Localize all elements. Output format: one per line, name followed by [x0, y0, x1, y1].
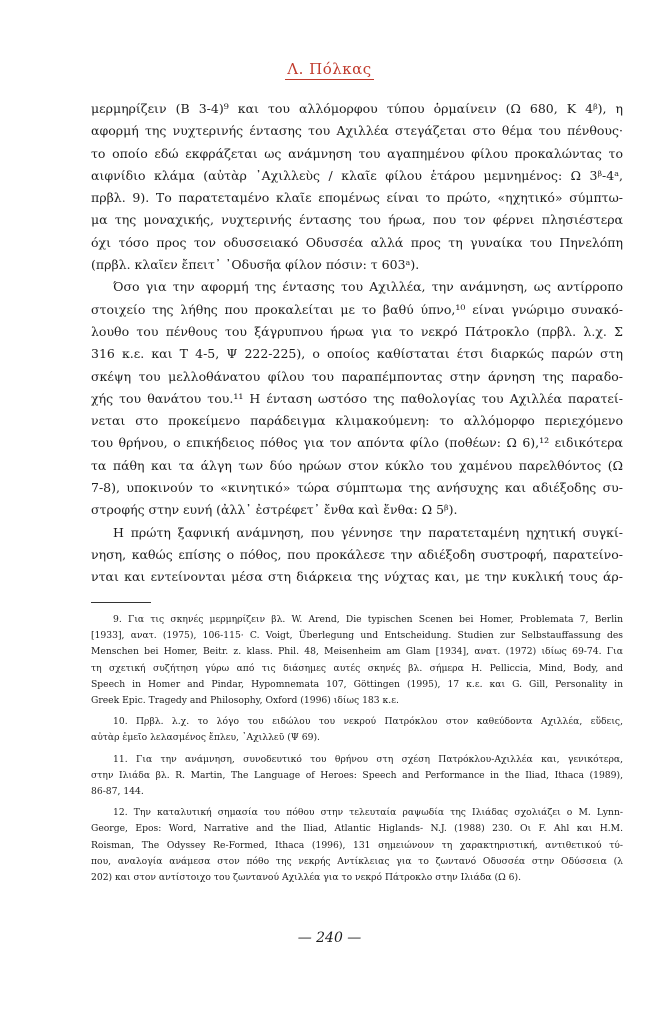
- text-line: μα της μοναχικής, νυχτερινής έντασης του ήρωα, που τον φέρνει πλησιέστερα: [91, 212, 623, 228]
- text-line: μερμηρίζειν (Β 3-4)⁹ και του αλλόμορφου τύπου ὁρμαίνειν (Ω 680, Κ 4ᵝ), η: [91, 101, 623, 116]
- footnote-line: τη σχετική συζήτηση γύρω από τις διάσημες αυτές σκηνές βλ. σήμερα H. Pelliccia, Mind, Body, and: [91, 662, 623, 674]
- text-line: όχι τόσο προς τον οδυσσειακό Οδυσσέα αλλά προς τη γυναίκα του Πηνελόπη: [91, 234, 623, 250]
- footnote-separator: [91, 602, 151, 603]
- footnote-line: 86-87, 144.: [91, 786, 144, 798]
- footnote-9: [91, 612, 623, 709]
- footnote-line: 10. Πρβλ. λ.χ. το λόγο του ειδώλου του νεκρού Πατρόκλου στον καθεύδοντα Αχιλλέα, εὕδεις,: [113, 716, 623, 728]
- text-line: αφορμή της νυχτερινής έντασης του Αχιλλέα στεγάζεται στο θέμα του πένθους·: [91, 123, 623, 139]
- footnote-12: [91, 805, 623, 886]
- footnote-line: 202) και στον αντίστοιχο του ζωντανού Αχιλλέα για το νεκρό Πάτροκλο στην Ιλιάδα (Ω 6).: [91, 872, 521, 884]
- footnote-10: [91, 714, 623, 746]
- footnote-line: Menschen bei Homer, Beitr. z. klass. Phil. 48, Meisenheim am Glam [1934], ανατ. (1972) ιδίως 69-74. Για: [91, 646, 623, 658]
- text-line: του θρήνου, ο επικήδειος πόθος για τον απόντα φίλο (ποθέων: Ω 6),¹² ειδικότερα: [91, 435, 623, 451]
- text-line: νεται στο προκείμενο παράδειγμα κλιμακούμενη: το αλλόμορφο περιεχόμενο: [91, 413, 623, 429]
- text-line: τα πάθη και τα άλγη των δύο ηρώων στον κύκλο του χαμένου παρελθόντος (Ω: [91, 457, 623, 473]
- text-line: στροφής στην ευνή (ἀλλ᾿ ἐστρέφετ᾿ ἔνθα καὶ ἔνθα: Ω 5ᵝ).: [91, 502, 458, 518]
- text-line: 7-8), υποκινούν το «κινητικό» τώρα σύμπτωμα της ανήσυχης και αδιέξοδης συ-: [91, 480, 623, 496]
- text-line: χής του θανάτου του.¹¹ Η ένταση ωστόσο της παθολογίας του Αχιλλέα παρατεί-: [91, 390, 623, 406]
- footnote-line: Roisman, The Odyssey Re-Formed, Ithaca (1996), 131 σημειώνουν τη χαρακτηριστική, αντιθετικού τύ-: [91, 839, 623, 851]
- footnote-line: George, Epos: Word, Narrative and the Iliad, Atlantic Higlands- N.J. (1988) 230. Οι F. Ahl και H.M.: [91, 823, 623, 835]
- text-line: 316 κ.ε. και Τ 4-5, Ψ 222-225), ο οποίος καθίσταται έτσι διαρκώς παρών στη: [91, 346, 623, 362]
- footnote-line: που, αναλογία ανάμεσα στον πόθο της νεκρής Αντίκλειας για το ζωντανό Οδυσσέα στην Οδύσσεια (λ: [91, 855, 623, 867]
- footnote-11: [91, 752, 623, 801]
- main-text: [91, 98, 623, 589]
- text-line: νηση, καθώς επίσης ο πόθος, που προκάλεσε την αδιέξοδη συστροφή, παρατείνο-: [91, 546, 623, 562]
- text-line: λουθο του πένθους του ξάγρυπνου ήρωα για το νεκρό Πάτροκλο (πρβλ. λ.χ. Σ: [91, 323, 623, 339]
- text-line: σκέψη του μελλοθάνατου φίλου του παραπέμποντας στην άρνηση της παραδο-: [91, 368, 623, 384]
- footnote-line: 12. Την καταλυτική σημασία του πόθου στην τελευταία ραψωδία της Ιλιάδας σχολιάζει ο M. Lynn-: [113, 807, 623, 819]
- text-line: νται και εντείνονται μέσα στη διάρκεια της νύχτας και, με την κυκλική τους άρ-: [91, 569, 623, 585]
- running-head: [0, 60, 659, 78]
- text-line: Όσο για την αφορμή της έντασης του Αχιλλέα, την ανάμνηση, ως αντίρροπο: [113, 279, 623, 295]
- page-number: — 240 —: [297, 930, 362, 946]
- footnote-line: [1933], ανατ. (1975), 106-115· C. Voigt, Überlegung und Entscheidung. Studien zur Selbstauffassung des: [91, 630, 623, 642]
- text-line: το οποίο εδώ εκφράζεται ως ανάμνηση του αγαπημένου φίλου προκαλώντας το: [91, 145, 623, 161]
- footnotes: [91, 612, 623, 886]
- footnote-line: Speech in Homer and Pindar, Hypomnemata 107, Göttingen (1995), 17 κ.ε. και G. Gill, Personality in: [91, 678, 623, 690]
- text-line: Η πρώτη ξαφνική ανάμνηση, που γέννησε την παρατεταμένη ηχητική συγκί-: [113, 524, 623, 540]
- footnote-line: 9. Για τις σκηνές μερμηρίζειν βλ. W. Arend, Die typischen Scenen bei Homer, Problemata 7, Berlin: [113, 614, 623, 625]
- footnote-line: 11. Για την ανάμνηση, συνοδευτικό του θρήνου στη σχέση Πατρόκλου-Αχιλλέα και, γενικότερα,: [113, 753, 623, 765]
- text-line: στοιχείο της λήθης που προκαλείται με το βαθύ ύπνο,¹⁰ είναι γνώριμο συνακό-: [91, 301, 623, 317]
- text-line: αιφνίδιο κλάμα (αὐτὰρ ᾿Αχιλλεὺς / κλαῖε φίλου ἑτάρου μεμνημένος: Ω 3ᵝ-4ᵃ,: [91, 167, 623, 183]
- running-head-text: Λ. Πόλκας: [287, 60, 372, 78]
- text-line: (πρβλ. κλαῖεν ἔπειτ᾿ ᾿Οδυσῆα φίλον πόσιν: τ 603ᵃ).: [91, 257, 420, 273]
- footnote-line: Greek Epic. Tragedy and Philosophy, Oxford (1996) ιδίως 183 κ.ε.: [91, 695, 399, 707]
- footnote-line: στην Ιλιάδα βλ. R. Martin, The Language of Heroes: Speech and Performance in the Iliad, Ithaca (1989),: [91, 769, 623, 781]
- text-line: πρβλ. 9). Το παρατεταμένο κλαῖε επομένως είναι το πρώτο, «ηχητικό» σύμπτω-: [91, 190, 623, 206]
- footnote-line: αὐτὰρ ἐμεῖο λελασμένος ἔπλευ, ᾿Αχιλλεῦ (Ψ 69).: [91, 732, 320, 744]
